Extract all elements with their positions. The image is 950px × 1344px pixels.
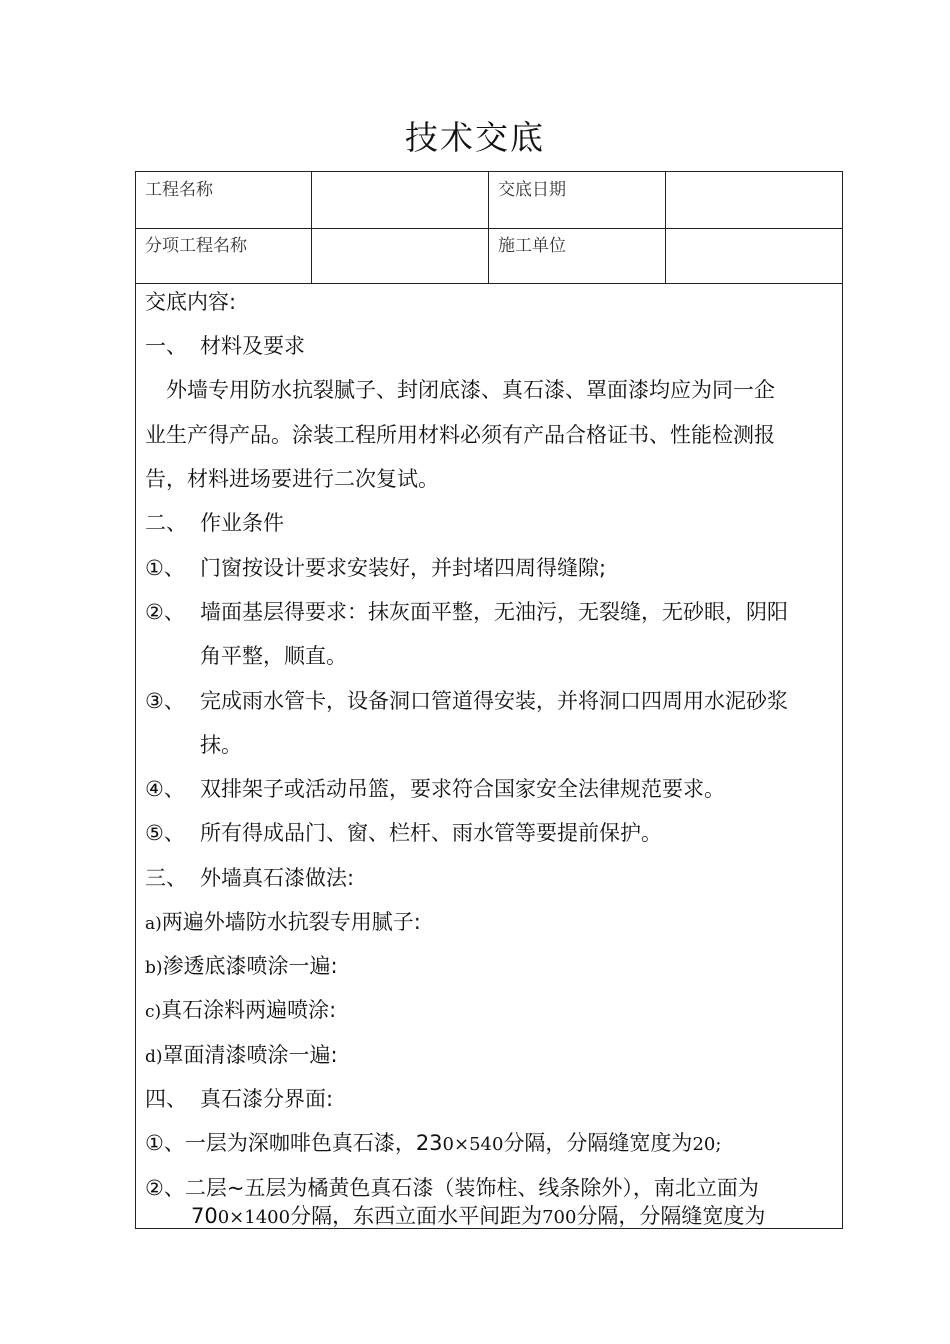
method-step [145,951,835,983]
unit-label: 施工单位 [489,228,666,283]
item-text: 墙面基层得要求：抹灰面平整，无油污，无裂缝，无砂眼，阴阳 [200,600,788,624]
disclosure-form [135,171,843,1229]
section-3-heading [145,863,835,893]
step-mark: b) [145,958,163,978]
dimension-value: 700 [542,1207,577,1228]
item-number: ⑤、 [145,821,185,845]
section-title: 真石漆分界面: [200,1087,334,1111]
header-row-2 [136,228,842,284]
paragraph-line: 告，材料进场要进行二次复试。 [145,467,439,491]
project-name-label: 工程名称 [136,172,312,228]
section-number: 四、 [145,1087,187,1111]
disclosure-content [136,283,842,1228]
sub-project-value[interactable] [312,228,489,283]
paragraph-line: 业生产得产品。涂装工程所用材料必须有产品合格证书、性能检测报 [145,423,775,447]
item-continuation: 角平整，顺直。 [200,644,347,668]
list-item [145,597,835,627]
item-number: ③、 [145,689,185,713]
section-2-heading [145,508,835,538]
item-text: 完成雨水管卡，设备洞口管道得安装，并将洞口四周用水泥砂浆 [200,689,788,713]
item-number: ②、 [145,600,185,624]
section-number: 三、 [145,866,187,890]
section-1-heading [145,331,835,361]
boundary-line-2: ②、二层~五层为橘黄色真石漆（装饰柱、线条除外），南北立面为 [145,1176,759,1200]
content-heading: 交底内容: [145,290,237,314]
step-text: 真石涂料两遍喷涂: [161,998,337,1022]
document-title: 技术交底 [405,118,545,157]
list-item [145,686,835,716]
item-continuation: 抹。 [200,733,242,757]
date-value[interactable] [666,172,842,228]
text-part: 分隔，分隔缝宽度为 [576,1204,766,1228]
text-part: 70 [191,1204,218,1228]
item-number: ④、 [145,777,185,801]
date-label: 交底日期 [489,172,666,228]
step-mark: c) [145,1002,162,1022]
boundary-line-1 [145,1128,835,1160]
step-mark: a) [145,914,162,934]
method-step [145,995,835,1027]
dimension-value: 0×1400 [217,1207,291,1228]
dimension-value: 0×540 [442,1134,504,1155]
list-item [145,818,835,848]
text-part: 分隔，分隔缝宽度为 [503,1131,693,1155]
step-text: 渗透底漆喷涂一遍: [162,954,338,978]
method-step [145,1040,835,1072]
dimension-value: 20; [692,1134,722,1155]
item-text: 双排架子或活动吊篮，要求符合国家安全法律规范要求。 [200,777,725,801]
list-item [145,553,835,583]
step-mark: d) [145,1047,163,1067]
unit-value[interactable] [666,228,842,283]
section-title: 外墙真石漆做法: [200,866,355,890]
item-number: ①、 [145,556,185,580]
text-part: ①、一层为深咖啡色真石漆，23 [145,1131,443,1155]
section-number: 一、 [145,334,187,358]
item-text: 所有得成品门、窗、栏杆、雨水管等要提前保护。 [200,821,662,845]
text-part: 分隔，东西立面水平间距为 [290,1204,543,1228]
section-title: 材料及要求 [200,334,305,358]
step-text: 两遍外墙防水抗裂专用腻子: [161,910,421,934]
header-row-1 [136,172,842,229]
section-4-heading [145,1084,835,1114]
section-number: 二、 [145,511,187,535]
step-text: 罩面清漆喷涂一遍: [162,1043,338,1067]
paragraph-line: 外墙专用防水抗裂腻子、封闭底漆、真石漆、罩面漆均应为同一企 [166,378,775,402]
item-text: 门窗按设计要求安装好，并封堵四周得缝隙; [200,556,607,580]
method-step [145,907,835,939]
boundary-line-3 [145,1201,842,1228]
sub-project-label: 分项工程名称 [136,228,312,283]
list-item [145,774,835,804]
section-title: 作业条件 [200,511,284,535]
project-name-value[interactable] [312,172,489,228]
